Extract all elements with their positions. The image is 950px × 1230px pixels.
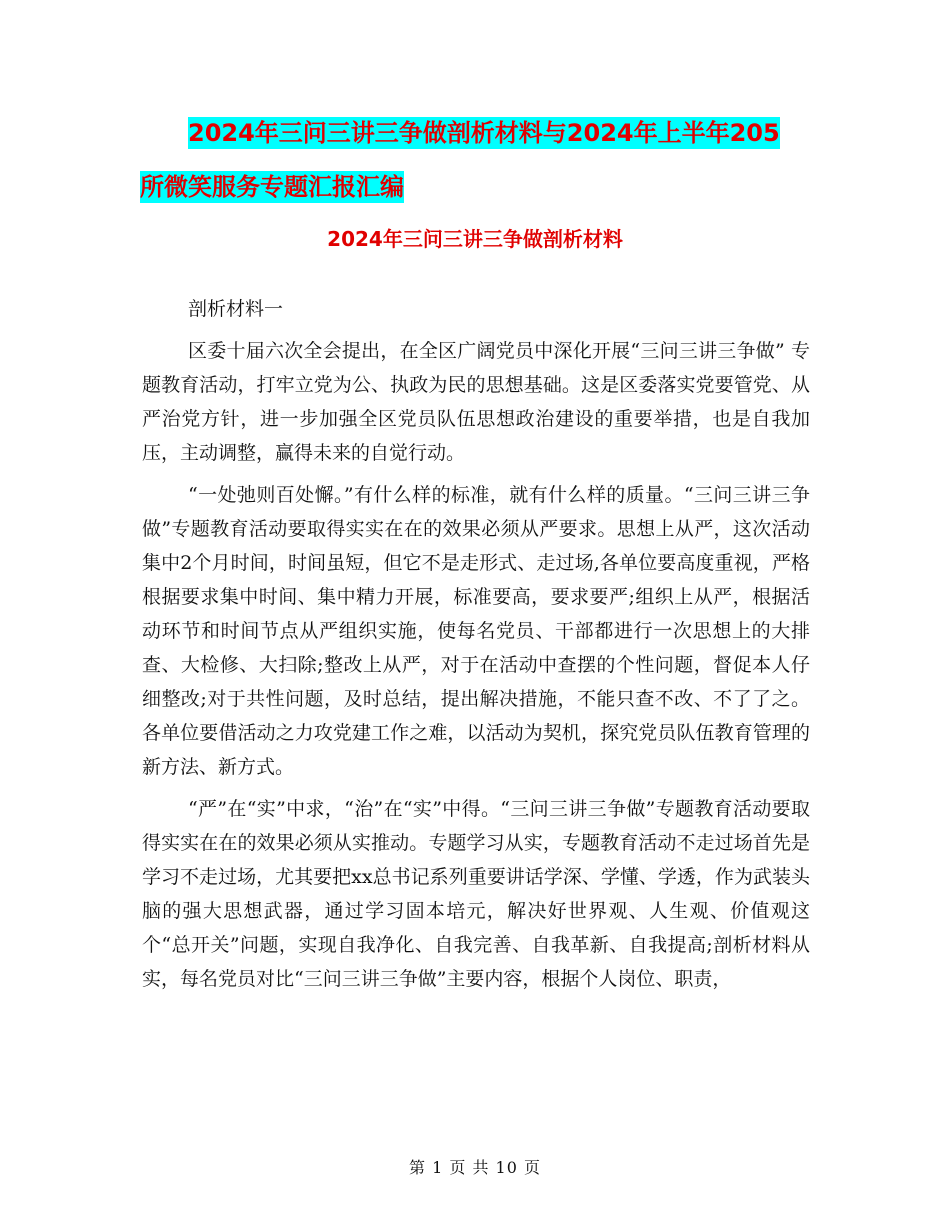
document-title (140, 113, 820, 207)
paragraph-2: “一处弛则百处懈。”有什么样的标准，就有什么样的质量。“三问三讲三争做”专题教育活动要取得实实在在的效果必须从严要求。思想上从严，这次活动集中2个月时间，时间虽短，但它不是走形式、走过场,各单位要高度重视，严格根据要求集中时间、集中精力开展，标准要高，要求要严;组织上从严，根据活动环节和时间节点从严组织实施，使每名党员、干部都进行一次思想上的大排查、大检修、大扫除;整改上从严，对于在活动中查摆的个性问题，督促本人仔细整改;对于共性问题，及时总结，提出解决措施，不能只查不改、不了了之。各单位要借活动之力攻党建工作之难，以活动为契机，探究党员队伍教育管理的新方法、新方式。 (142, 484, 810, 778)
paragraph-1: 区委十届六次全会提出，在全区广阔党员中深化开展“三问三讲三争做” 专题教育活动，打牢立党为公、执政为民的思想基础。这是区委落实党要管党、从严治党方针，进一步加强全区党员队伍思想政治建设的重要举措，也是自我加压，主动调整，赢得未来的自觉行动。 (142, 340, 810, 464)
document-body (142, 292, 810, 996)
page-footer: 第 1 页 共 10 页 (409, 1158, 541, 1177)
paragraph-3: “严”在“实”中求，“治”在“实”中得。“三问三讲三争做”专题教育活动要取得实实在在的效果必须从实推动。专题学习从实，专题教育活动不走过场首先是学习不走过场，尤其要把xx总书记系列重要讲话学深、学懂、学透，作为武装头脑的强大思想武器，通过学习固本培元，解决好世界观、人生观、价值观这个“总开关”问题，实现自我净化、自我完善、自我革新、自我提高;剖析材料从实，每名党员对比“三问三讲三争做”主要内容，根据个人岗位、职责， (142, 798, 810, 990)
title-line-2: 所微笑服务专题汇报汇编 (140, 173, 404, 201)
title-line-1: 2024年三问三讲三争做剖析材料与2024年上半年205 (188, 119, 780, 147)
subheading: 剖析材料一 (188, 298, 284, 320)
section-title: 2024年三问三讲三争做剖析材料 (327, 227, 623, 251)
